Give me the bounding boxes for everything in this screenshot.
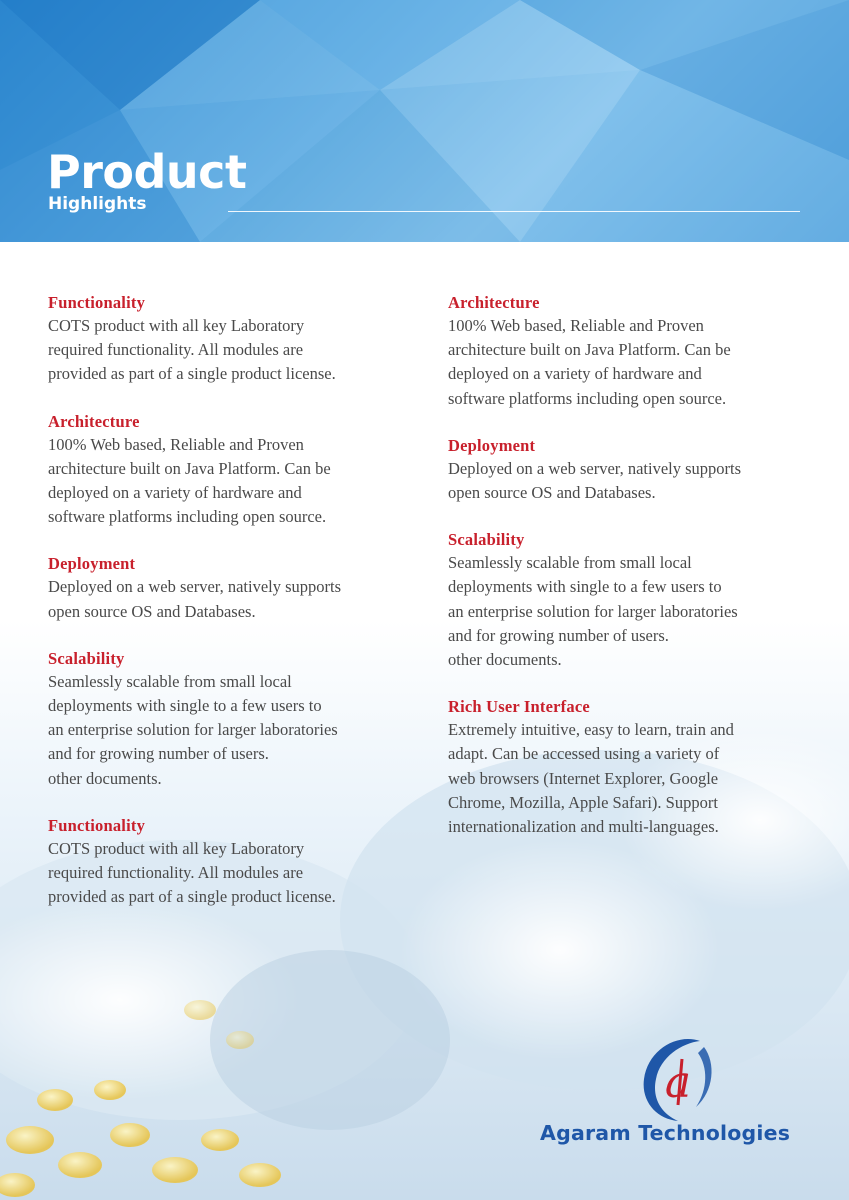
section-text: Deployed on a web server, natively supports open source OS and Databases.	[448, 458, 742, 503]
section-heading: Rich User Interface	[448, 697, 590, 717]
section-heading: Architecture	[448, 293, 540, 312]
section-heading: Functionality	[48, 293, 146, 312]
company-logo	[540, 1035, 810, 1155]
section-rich-user-interface	[448, 696, 788, 839]
page-subtitle: Highlights	[48, 194, 147, 214]
section-scalability	[448, 529, 788, 672]
section-scalability	[48, 648, 388, 791]
right-column	[448, 292, 788, 863]
header-banner	[0, 0, 849, 242]
section-heading: Scalability	[48, 648, 125, 668]
section-text: Seamlessly scalable from small local deployments with single to a few users to an enterprise solution for larger laboratories and for growing number of users. other documents.	[448, 553, 738, 670]
section-heading: Scalability	[448, 530, 525, 550]
section-text: Deployed on a web server, natively supports open source OS and Databases.	[48, 577, 342, 621]
section-text: Extremely intuitive, easy to learn, train and adapt. Can be accessed using a variety of web browsers (Internet Explorer, Google Chrome, Mozilla, Apple Safari). Support internationalization and multi-languages.	[448, 720, 734, 837]
section-heading: Deployment	[48, 554, 136, 574]
company-name: Agaram Technologies	[540, 1121, 791, 1145]
left-column	[48, 292, 388, 933]
section-architecture	[448, 292, 788, 411]
section-heading: Deployment	[448, 435, 536, 455]
svg-text:a: a	[664, 1057, 692, 1108]
section-deployment	[48, 553, 388, 623]
title-divider	[228, 211, 800, 212]
section-text: Seamlessly scalable from small local deployments with single to a few users to an enterprise solution for larger laboratories and for growing number of users. other documents.	[48, 671, 338, 788]
section-text: 100% Web based, Reliable and Proven architecture built on Java Platform. Can be deployed on a variety of hardware and software platforms including open source.	[448, 316, 731, 408]
agaram-logo-icon	[638, 1035, 718, 1123]
section-deployment	[448, 435, 788, 505]
section-text: COTS product with all key Laboratory required functionality. All modules are provided as part of a single product license.	[48, 316, 336, 384]
section-heading: Functionality	[48, 815, 146, 835]
section-functionality	[48, 292, 388, 387]
section-text: 100% Web based, Reliable and Proven architecture built on Java Platform. Can be deployed on a variety of hardware and software platforms including open source.	[48, 434, 331, 527]
section-text: COTS product with all key Laboratory required functionality. All modules are provided as part of a single product license.	[48, 838, 336, 907]
section-architecture	[48, 411, 388, 530]
section-heading: Architecture	[48, 411, 140, 431]
page-title: Product	[47, 145, 247, 199]
section-functionality-2	[48, 815, 388, 910]
